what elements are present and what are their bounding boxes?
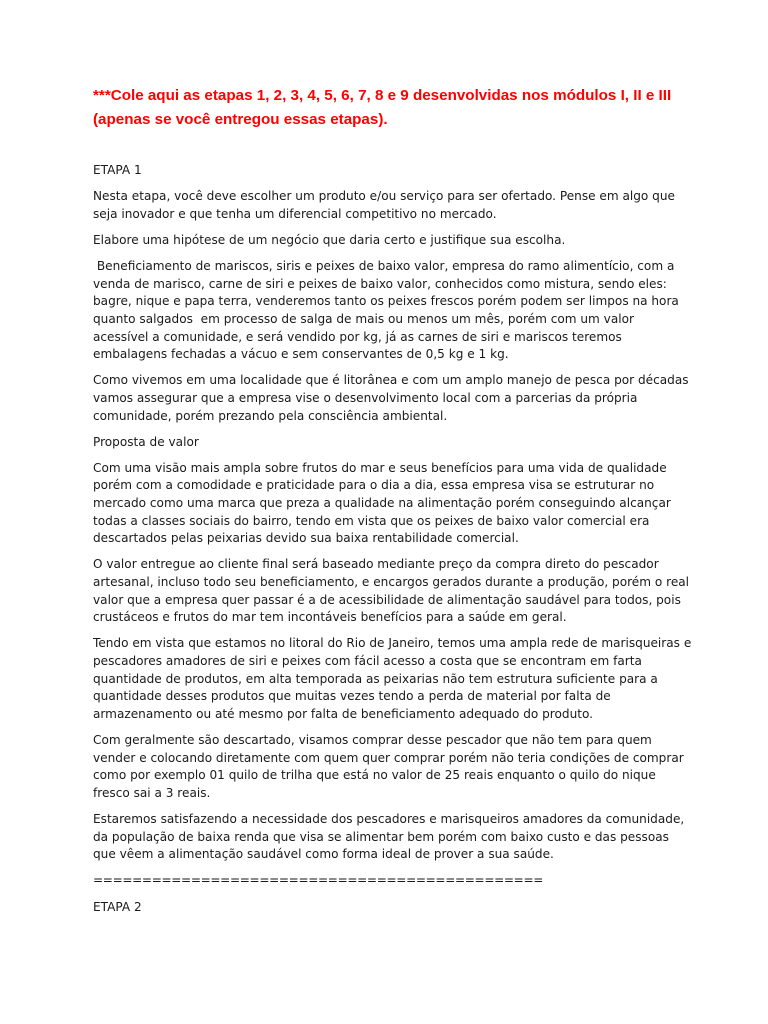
paragraph-value-delivered: O valor entregue ao cliente final será baseado mediante preço da compra direto do pescador artesanal, incluso todo seu beneficiamento, e encargos gerados durante a produção, porém o real valor que a empresa quer passar é a de acessibilidade de alimentação saudável para todos, pois crustáceos e frutos do mar tem incontáveis benefícios para a saúde em geral. xyxy=(93,557,690,625)
value-proposition-heading: Proposta de valor xyxy=(93,434,199,449)
paragraph-community-needs: Estaremos satisfazendo a necessidade dos pescadores e marisqueiros amadores da comunidade, da população de baixa renda que visa se alimentar bem porém com baixo custo e das pessoas que vêem a alimentação saudável como forma ideal de prover a sua saúde. xyxy=(93,811,685,862)
paragraph-hypothesis-prompt: Elabore uma hipótese de um negócio que daria certo e justifique sua escolha. xyxy=(93,232,566,247)
section-separator: ============================================== xyxy=(93,873,544,888)
etapa-2-heading: ETAPA 2 xyxy=(93,899,142,914)
paragraph-value-vision: Com uma visão mais ampla sobre frutos do mar e seus benefícios para uma vida de qualidade porém com a comodidade e praticidade para o dia a dia, essa empresa visa se estruturar no mercado como uma marca que preza a qualidade na alimentação porém conseguindo alcançar todas a classes sociais do bairro, tendo em vista que os peixes de baixo valor comercial era descartados pelas peixarias devido sua baixa rentabilidade comercial. xyxy=(93,460,671,546)
paragraph-local-development: Como vivemos em uma localidade que é litorânea e com um amplo manejo de pesca por décadas vamos assegurar que a empresa vise o desenvolvimento local com a parcerias da própria comunidade, porém prezando pela consciência ambiental. xyxy=(93,373,689,423)
paragraph-coastal-context: Tendo em vista que estamos no litoral do Rio de Janeiro, temos uma ampla rede de marisqueiras e pescadores amadores de siri e peixes com fácil acesso a costa que se encontram em farta quantidade de produtos, em alta temporada as peixarias não tem estrutura suficiente para a quantidade desses produtos que muitas vezes tendo a perda de material por falta de armazenamento ou até mesmo por falta de beneficiamento adequado do produto. xyxy=(93,636,692,721)
etapa-1-heading: ETAPA 1 xyxy=(93,163,142,177)
instruction-note: ***Cole aqui as etapas 1, 2, 3, 4, 5, 6, 7, 8 e 9 desenvolvidas nos módulos I, II e III (apenas se você entregou essas etapas). xyxy=(93,87,672,128)
paragraph-business-description: Beneficiamento de mariscos, siris e peixes de baixo valor, empresa do ramo alimentício, com a venda de marisco, carne de siri e peixes de baixo valor, conhecidos como mistura, sendo eles: bagre, nique e papa terra, venderemos tanto os peixes frescos porém podem ser limpos na hora quanto salgados em processo de salga de mais ou menos um mês, porém com um valor acessível a comunidade, e será vendido por kg, já as carnes de siri e mariscos teremos embalagens fechadas a vácuo e sem conservantes de 0,5 kg e 1 kg. xyxy=(93,259,683,362)
paragraph-intro: Nesta etapa, você deve escolher um produto e/ou serviço para ser ofertado. Pense em algo que seja inovador e que tenha um diferencial competitivo no mercado. xyxy=(93,189,675,221)
document-body xyxy=(93,162,693,925)
paragraph-purchase-strategy: Com geralmente são descartado, visamos comprar desse pescador que não tem para quem vender e colocando diretamente com quem quer comprar porém não teria condições de comprar como por exemplo 01 quilo de trilha que está no valor de 25 reais enquanto o quilo do nique fresco sai a 3 reais. xyxy=(93,732,684,800)
